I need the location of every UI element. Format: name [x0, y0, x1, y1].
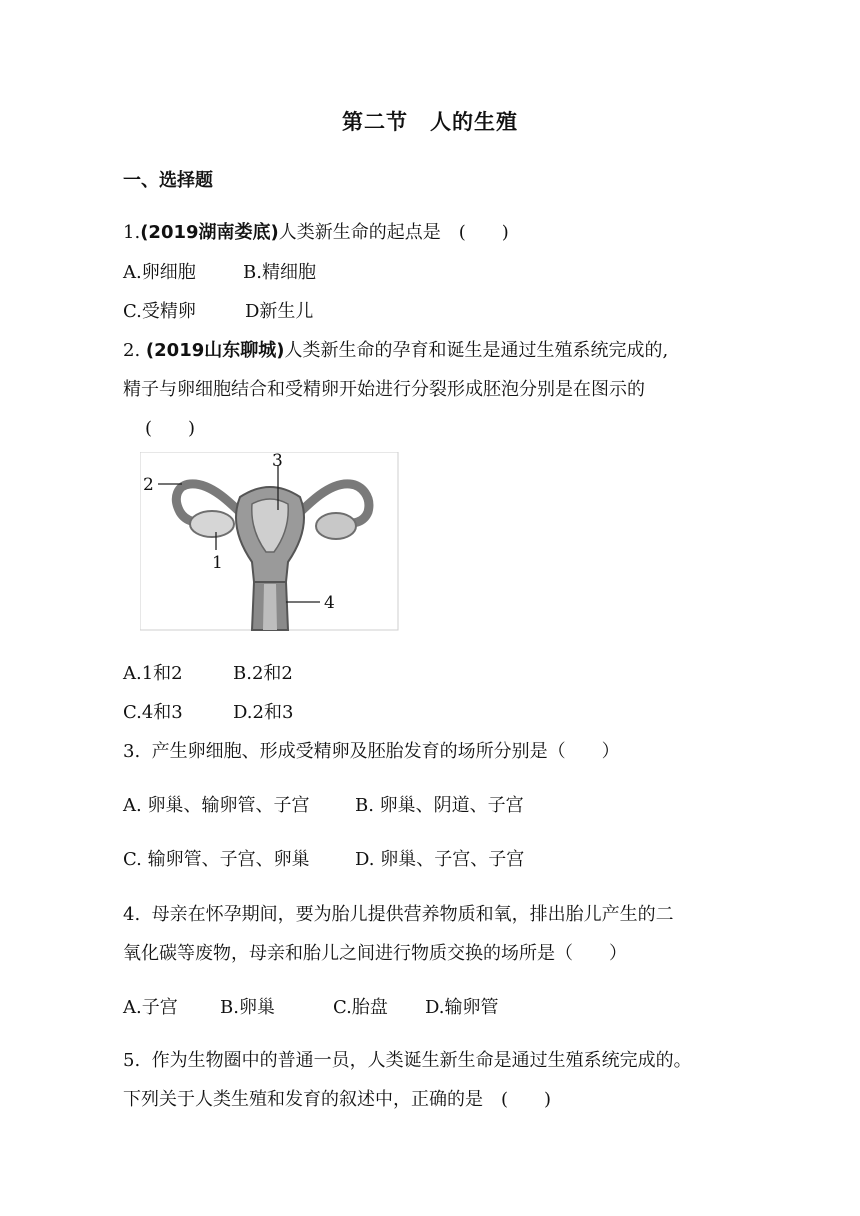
question-2-stem-line2: 精子与卵细胞结合和受精卵开始进行分裂形成胚泡分别是在图示的 [123, 379, 645, 400]
option-b: B. 卵巢、阴道、子宫 [355, 795, 524, 816]
question-text: 母亲在怀孕期间，要为胎儿提供营养物质和氧，排出胎儿产生的二 [151, 904, 674, 925]
figure-label-4: 4 [324, 593, 335, 613]
question-text: 作为生物圈中的普通一员，人类诞生新生命是通过生殖系统完成的。 [151, 1050, 692, 1071]
question-5-stem-line2: 下列关于人类生殖和发育的叙述中，正确的是 ( ) [123, 1089, 552, 1110]
question-text: 人类新生命的起点是 ( ) [278, 222, 509, 243]
figure-label-1: 1 [212, 553, 223, 573]
question-number: 1. [123, 222, 141, 243]
right-ovary [316, 513, 356, 539]
figure-label-3: 3 [272, 452, 283, 471]
option-c: C.4和3 [123, 702, 183, 723]
question-number: 4. [123, 904, 141, 925]
option-c: C.胎盘 [333, 997, 388, 1018]
option-d: D. 卵巢、子宫、子宫 [355, 849, 525, 870]
question-1-stem [123, 222, 509, 244]
question-4-stem-line1 [123, 904, 674, 926]
question-source: (2019湖南娄底) [140, 222, 279, 243]
question-4-stem-line2: 氧化碳等废物，母亲和胎儿之间进行物质交换的场所是（ ） [123, 943, 627, 964]
reproductive-system-figure [140, 452, 400, 632]
question-number: 5. [123, 1050, 141, 1071]
option-d: D.2和3 [233, 702, 294, 723]
option-c: C. 输卵管、子宫、卵巢 [123, 849, 310, 870]
question-text: 人类新生命的孕育和诞生是通过生殖系统完成的, [284, 340, 669, 361]
option-b: B.精细胞 [243, 262, 316, 283]
option-a: A.卵细胞 [123, 262, 196, 283]
vaginal-canal [263, 584, 277, 630]
option-d: D新生儿 [245, 301, 314, 322]
figure-label-2: 2 [143, 475, 154, 495]
option-d: D.输卵管 [425, 997, 499, 1018]
question-5-stem-line1 [123, 1050, 692, 1072]
left-ovary [190, 511, 234, 537]
question-number: 3. [123, 741, 141, 762]
section-heading: 一、选择题 [123, 170, 213, 191]
question-number: 2. [123, 340, 141, 361]
question-3-stem [123, 741, 620, 763]
option-a: A. 卵巢、输卵管、子宫 [123, 795, 310, 816]
page-title: 第二节 人的生殖 [342, 110, 518, 134]
option-b: B.卵巢 [220, 997, 275, 1018]
question-text: 产生卵细胞、形成受精卵及胚胎发育的场所分别是（ ） [151, 741, 620, 762]
option-c: C.受精卵 [123, 301, 196, 322]
option-a: A.1和2 [123, 663, 183, 684]
answer-bracket: ( ) [145, 418, 196, 439]
question-2-stem-line1 [123, 340, 668, 362]
question-source: (2019山东聊城) [145, 340, 285, 361]
option-b: B.2和2 [233, 663, 293, 684]
option-a: A.子宫 [123, 997, 178, 1018]
